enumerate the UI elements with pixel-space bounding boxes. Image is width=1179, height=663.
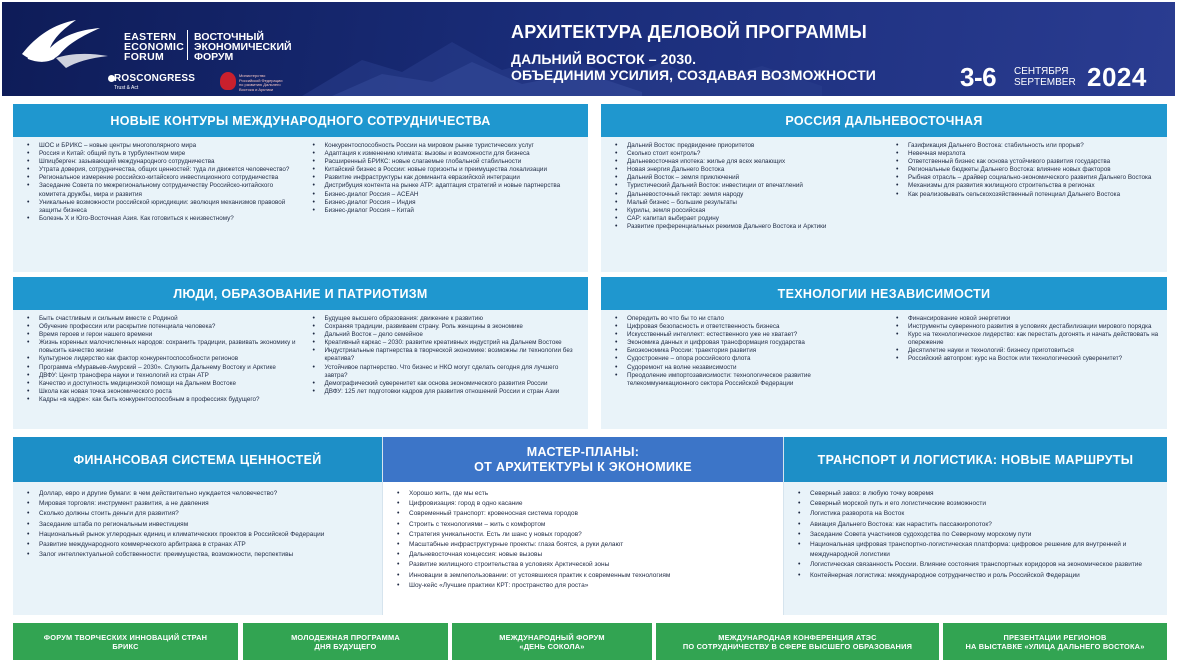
topic-list-right [311,315,583,396]
topic-item: • Цифровая безопасность и ответственность бизнеса [613,323,880,331]
roscongress-logo: ROSCONGRESS Trust & Act [114,73,196,91]
ministry-emblem-icon [220,72,236,90]
topic-item: • Заседание Совета участников судоходства по Северному морскому пути [796,530,1161,540]
topic-item: • Устойчивое партнерство. Что бизнес и НКО могут сделать сегодня для лучшего завтра? [311,364,583,380]
topic-item: • Будущее высшего образования: движение к развитию [311,315,583,323]
topic-item: • Невечная мерзлота [894,150,1161,158]
topic-item: • Дальневосточный гектар: земля народу [613,191,880,199]
topic-item: • Логистика разворота на Восток [796,509,1161,519]
topic-item: • САР: капитал выбирает родину [613,215,880,223]
footer-youth-program-button[interactable]: МОЛОДЕЖНАЯ ПРОГРАММА ДНЯ БУДУЩЕГО [243,623,448,660]
topic-item: • Развитие преференциальных режимов Дальнего Востока и Арктики [613,223,880,231]
topic-item: • Судостроение – опора российского флота [613,355,880,363]
section-international [13,104,588,272]
topic-item: • Судоремонт на волне независимости [613,364,880,372]
topic-item: • Культурное лидерство как фактор конкурентоспособности регионов [25,355,297,363]
topic-item: • Бизнес-диалог Россия – Китай [311,207,583,215]
topic-item: • Хорошо жить, где мы есть [395,489,777,499]
topic-item: • Масштабные инфраструктурные проекты: глаза боятся, а руки делают [395,540,777,550]
topic-item: • Дальний Восток – дело семейное [311,331,583,339]
topic-item: • Логистическая связанность России. Влияние состояния транспортных коридоров на экономическое развитие [796,560,1161,570]
topic-list-left [25,315,297,404]
topic-item: • Развитие жилищного строительства в условиях Арктической зоны [395,560,777,570]
topic-item: • Курс на технологическое лидерство: как перестать догонять и начать действовать на опережение [894,331,1161,347]
topic-item: • Российский автопром: курс на Восток или технологический суверенитет? [894,355,1161,363]
topic-list [796,489,1161,581]
section-transport [784,437,1167,615]
topic-item: • Туристический Дальний Восток: инвестиции от впечатлений [613,182,880,190]
topic-item: • Авиация Дальнего Востока: как нарастить пассажиропоток? [796,520,1161,530]
topic-item: • Рыбная отрасль – драйвер социально-экономического развития Дальнего Востока [894,174,1161,182]
section-title: ТРАНСПОРТ И ЛОГИСТИКА: НОВЫЕ МАРШРУТЫ [784,437,1167,482]
logo-en-text: EASTERN ECONOMIC FORUM [124,31,185,63]
topic-item: • Региональные бюджеты Дальнего Востока: влияние новых факторов [894,166,1161,174]
topic-item: • Шпицберген: зазывающий международного сотрудничества [25,158,297,166]
section-master-plans [382,437,784,615]
topic-item: • Опередить во что бы то ни стало [613,315,880,323]
topic-item: • Качество и доступность медицинской помощи на Дальнем Востоке [25,380,297,388]
topic-item: • Курилы, земля российская [613,207,880,215]
topic-item: • Обучение профессии или раскрытие потенциала человека? [25,323,297,331]
topic-item: • Инновации в землепользовании: от устоявшихся практик к современным технологиям [395,571,777,581]
section-people-education [13,277,588,429]
topic-item: • Механизмы для развития жилищного строительства в регионах [894,182,1161,190]
section-title: ЛЮДИ, ОБРАЗОВАНИЕ И ПАТРИОТИЗМ [13,277,588,310]
topic-item: • Ответственный бизнес как основа устойчивого развития государства [894,158,1161,166]
topic-item: • Сколько должны стоить деньги для развития? [25,509,376,519]
topic-item: • Региональное измерение российско-китайского инвестиционного сотрудничества [25,174,297,182]
section-title: ТЕХНОЛОГИИ НЕЗАВИСИМОСТИ [601,277,1167,310]
topic-item: • Школа как новая точка экономического роста [25,388,297,396]
topic-item: • Залог интеллектуальной собственности: преимущества, возможности, перспективы [25,550,376,560]
topic-list-right [894,315,1161,364]
topic-item: • Кадры «в кадре»: как быть конкурентоспособным в профессиях будущего? [25,396,297,404]
topic-list-left [25,142,297,223]
topic-item: • Дальневосточная концессия: новые вызовы [395,550,777,560]
topic-item: • ДВФУ: 125 лет подготовки кадров для развития отношений России и стран Азии [311,388,583,396]
topic-item: • Конкурентоспособность России на мировом рынке туристических услуг [311,142,583,150]
topic-item: • Доллар, евро и другие бумаги: в чем действительно нуждается человечество? [25,489,376,499]
topic-item: • Стратегия уникальности. Есть ли шанс у новых городов? [395,530,777,540]
section-title: НОВЫЕ КОНТУРЫ МЕЖДУНАРОДНОГО СОТРУДНИЧЕСТВА [13,104,588,137]
section-title: РОССИЯ ДАЛЬНЕВОСТОЧНАЯ [601,104,1167,137]
page-header [2,2,1175,96]
topic-item: • Финансирование новой энергетики [894,315,1161,323]
topic-item: • Дистрибуция контента на рынке АТР: адаптация стратегий и новые партнерства [311,182,583,190]
topic-item: • Адаптация к изменению климата: вызовы и возможности для бизнеса [311,150,583,158]
topic-item: • Дальний Восток – земля приключений [613,174,880,182]
footer-apec-conference-button[interactable]: МЕЖДУНАРОДНАЯ КОНФЕРЕНЦИЯ АТЭС ПО СОТРУДНИЧЕСТВУ В СФЕРЕ ВЫСШЕГО ОБРАЗОВАНИЯ [656,623,939,660]
topic-item: • Северный морской путь и его логистические возможности [796,499,1161,509]
footer-regions-presentation-button[interactable]: ПРЕЗЕНТАЦИИ РЕГИОНОВ НА ВЫСТАВКЕ «УЛИЦА ДАЛЬНЕГО ВОСТОКА» [943,623,1167,660]
topic-item: • Заседание Совета по межрегиональному сотрудничеству Российско-китайского комитета дружбы, мира и развития [25,182,297,198]
topic-item: • Китайский бизнес в России: новые горизонты и преимущества локализации [311,166,583,174]
topic-list [395,489,777,591]
logo-ru-text: ВОСТОЧНЫЙ ЭКОНОМИЧЕСКИЙ ФОРУМ [194,31,292,63]
topic-item: • Десятилетие науки и технологий: бизнесу приготовиться [894,347,1161,355]
section-far-east-russia [601,104,1167,272]
topic-list-right [311,142,583,215]
topic-item: • Заседание штаба по региональным инвестициям [25,520,376,530]
topic-list [25,489,376,560]
logo-divider [187,30,188,60]
topic-list-left [613,315,880,388]
topic-item: • Развитие инфраструктуры как доминанта евразийской интеграции [311,174,583,182]
topic-item: • Сколько стоит контроль? [613,150,880,158]
topic-item: • Национальный рынок углеродных единиц и климатических проектов в Российской Федерации [25,530,376,540]
topic-item: • Время героев и герои нашего времени [25,331,297,339]
section-finance [13,437,382,615]
topic-item: • Россия и Китай: общий путь в турбулентном мире [25,150,297,158]
topic-item: • Бизнес-диалог Россия – Индия [311,199,583,207]
section-title: ФИНАНСОВАЯ СИСТЕМА ЦЕННОСТЕЙ [13,437,382,482]
topic-item: • Как реализовывать сельскохозяйственный потенциал Дальнего Востока [894,191,1161,199]
footer-brics-forum-button[interactable]: ФОРУМ ТВОРЧЕСКИХ ИННОВАЦИЙ СТРАН БРИКС [13,623,238,660]
topic-item: • Быть счастливым и сильным вместе с Родиной [25,315,297,323]
section-title: МАСТЕР-ПЛАНЫ: ОТ АРХИТЕКТУРЫ К ЭКОНОМИКЕ [383,437,783,482]
topic-item: • Сохраняя традиции, развиваем страну. Роль женщины в экономике [311,323,583,331]
event-month: СЕНТЯБРЯ SEPTEMBER [1014,66,1076,88]
event-days: 3-6 [960,62,997,92]
topic-item: • Креативный каркас – 2030: развитие креативных индустрий на Дальнем Востоке [311,339,583,347]
topic-item: • Демографический суверенитет как основа экономического развития России [311,380,583,388]
topic-item: • Расширенный БРИКС: новые слагаемые глобальной стабильности [311,158,583,166]
topic-item: • Жизнь коренных малочисленных народов: сохранить традиции, развивать экономику и повысить качество жизни [25,339,297,355]
page-title: АРХИТЕКТУРА ДЕЛОВОЙ ПРОГРАММЫ [511,22,868,42]
topic-item: • Дальний Восток: предвидение приоритетов [613,142,880,150]
topic-item: • Болезнь Х и Юго-Восточная Азия. Как готовиться к неизвестному? [25,215,297,223]
topic-item: • Мировая торговля: инструмент развития, а не давления [25,499,376,509]
topic-item: • Преодоление импортозависимости: технологическое развитие телекоммуникационного сектора Российской Федерации [613,372,880,388]
topic-item: • Уникальные возможности российской юрисдикции: эволюция механизмов правовой защиты бизнеса [25,199,297,215]
topic-item: • Инструменты суверенного развития в условиях дестабилизации мирового порядка [894,323,1161,331]
topic-item: • Национальная цифровая транспортно-логистическая платформа: цифровое решение для внутренней и международной логистики [796,540,1161,560]
topic-item: • Индустриальные партнерства в творческой экономике: возможны ли технологии без креатива? [311,347,583,363]
topic-item: • Газификация Дальнего Востока: стабильность или прорыв? [894,142,1161,150]
topic-item: • Современный транспорт: кровеносная система городов [395,509,777,519]
topic-item: • Северный завоз: в любую точку вовремя [796,489,1161,499]
page-subtitle: ДАЛЬНИЙ ВОСТОК – 2030. ОБЪЕДИНИМ УСИЛИЯ, СОЗДАВАЯ ВОЗМОЖНОСТИ [511,51,876,83]
section-technologies [601,277,1167,429]
topic-item: • Программа «Муравьев-Амурский – 2030». Служить Дальнему Востоку и Арктике [25,364,297,372]
topic-item: • Строить с технологиями – жить с комфортом [395,520,777,530]
topic-list-left [613,142,880,231]
topic-item: • Развитие международного коммерческого арбитража в странах АТР [25,540,376,550]
footer-falcon-day-button[interactable]: МЕЖДУНАРОДНЫЙ ФОРУМ «ДЕНЬ СОКОЛА» [452,623,652,660]
topic-list-right [894,142,1161,199]
event-year: 2024 [1087,62,1147,92]
topic-item: • Малый бизнес – большие результаты [613,199,880,207]
bird-logo-icon [16,14,112,70]
topic-item: • Новая энергия Дальнего Востока [613,166,880,174]
topic-item: • Биоэкономика России: траектория развития [613,347,880,355]
topic-item: • Искусственный интеллект: естественного уже не хватает? [613,331,880,339]
topic-item: • Утрата доверия, сотрудничества, общих ценностей: туда ли движется человечество? [25,166,297,174]
topic-item: • ДВФУ: Центр трансфера науки и технологий из стран АТР [25,372,297,380]
topic-item: • Шоу-кейс «Лучшие практики КРТ: пространство для роста» [395,581,777,591]
topic-item: • ШОС и БРИКС – новые центры многополярного мира [25,142,297,150]
topic-item: • Бизнес-диалог Россия – АСЕАН [311,191,583,199]
topic-item: • Экономика данных и цифровая трансформация государства [613,339,880,347]
topic-item: • Дальневосточная ипотека: жилье для всех желающих [613,158,880,166]
topic-item: • Контейнерная логистика: международное сотрудничество и роль Российской Федерации [796,571,1161,581]
ministry-text: Министерство Российской Федерации по развитию Дальнего Востока и Арктики [239,73,283,92]
topic-item: • Цифровизация: город в одно касание [395,499,777,509]
